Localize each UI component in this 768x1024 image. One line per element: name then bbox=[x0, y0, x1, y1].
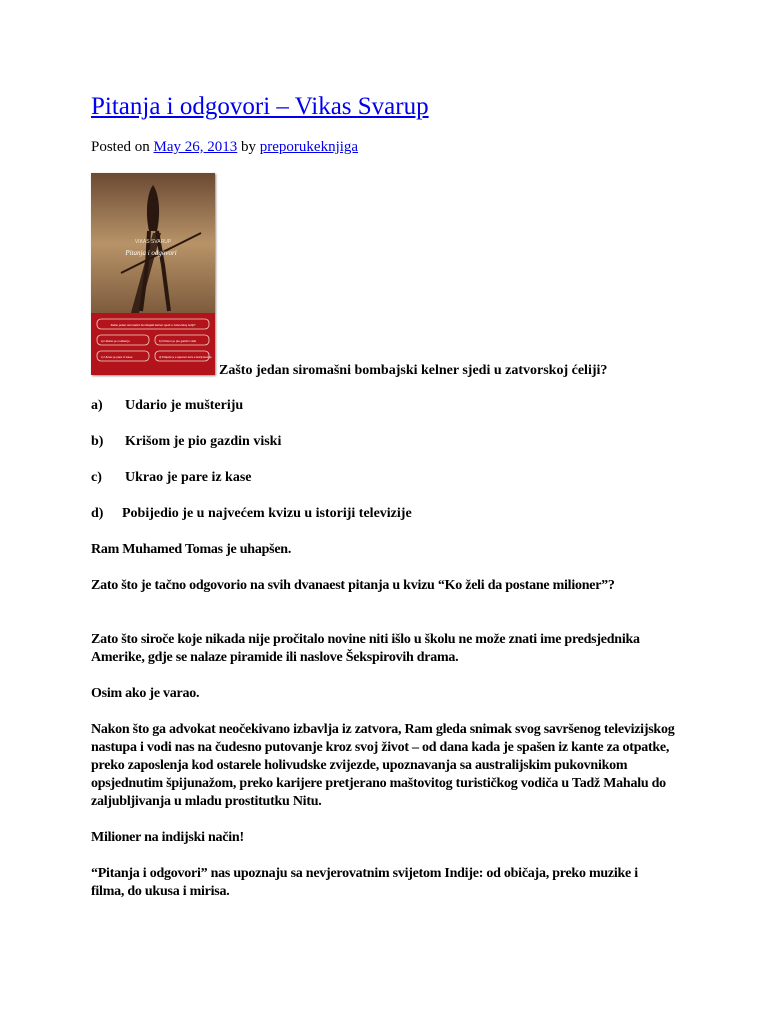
option-text: Pobijedio je u najvećem kvizu u istoriji televizije bbox=[122, 506, 412, 521]
cover-question-text: Zašto jedan siromašni bombajski kelner sjedi u zatvorskoj ćeliji? bbox=[110, 323, 196, 327]
option-key: b) bbox=[91, 434, 104, 449]
body-paragraph: Zato što siroče koje nikada nije pročitalo novine niti išlo u školu ne može znati ime predsjednika Amerike, gdje se nalaze piramide ili naslove Šekspirovih drama. bbox=[91, 632, 640, 665]
author-link[interactable]: preporukeknjiga bbox=[259, 139, 359, 155]
cover-author-text: VIKAS SVARUP bbox=[134, 239, 172, 245]
cover-caption: Zašto jedan siromašni bombajski kelner sjedi u zatvorskoj ćeliji? bbox=[219, 363, 608, 378]
cover-option-b: b) Krišom je pio gazdin viski bbox=[159, 339, 197, 343]
cover-option-d: d) Pobijedio je u najvećem kvizu u istoriji televizije bbox=[159, 356, 212, 359]
option-a bbox=[91, 398, 243, 414]
option-d bbox=[91, 506, 412, 522]
post-title-link[interactable]: Pitanja i odgovori – Vikas Svarup bbox=[91, 93, 429, 120]
posted-on-label: Posted on bbox=[91, 139, 150, 155]
option-key: a) bbox=[91, 398, 103, 413]
post-date-link[interactable]: May 26, 2013 bbox=[153, 139, 238, 155]
body-paragraph: Osim ako je varao. bbox=[91, 686, 200, 701]
body-paragraph: Zato što je tačno odgovorio na svih dvanaest pitanja u kvizu “Ko želi da postane milioner”? bbox=[91, 578, 615, 593]
by-label: by bbox=[241, 139, 257, 155]
option-text: Krišom je pio gazdin viski bbox=[125, 434, 282, 449]
body-paragraph: Milioner na indijski način! bbox=[91, 830, 244, 845]
option-key: d) bbox=[91, 506, 104, 521]
book-cover-image bbox=[91, 173, 215, 375]
body-paragraph: Ram Muhamed Tomas je uhapšen. bbox=[91, 542, 292, 557]
cover-title-text: Pitanja i odgovori bbox=[125, 249, 177, 257]
body-paragraph: “Pitanja i odgovori” nas upoznaju sa nevjerovatnim svijetom Indije: od običaja, preko muzike i filma, do ukusa i mirisa. bbox=[91, 866, 638, 899]
cover-option-a: a) Udario je mušteriju bbox=[101, 339, 130, 343]
option-b bbox=[91, 434, 281, 450]
cover-option-c: c) Ukrao je pare iz kase bbox=[101, 355, 133, 359]
post-title bbox=[91, 92, 429, 122]
option-c bbox=[91, 470, 252, 486]
option-text: Ukrao je pare iz kase bbox=[125, 470, 252, 485]
option-key: c) bbox=[91, 470, 102, 485]
body-paragraph: Nakon što ga advokat neočekivano izbavlja iz zatvora, Ram gleda snimak svog savršenog televizijskog nastupa i vodi nas na čudesno putovanje kroz svoj život – od dana kada je spašen iz kante za otpatke, preko zaposlenja kod ostarele holivudske zvijezde, upoznavanja sa australijskim pukovnikom opsjednutim špijunažom, preko karijere pretjerano maštovitog turističkog vodiča u Tadž Mahalu do zaljubljivanja u mladu prostitutku Nitu. bbox=[91, 722, 675, 809]
post-meta bbox=[91, 137, 358, 157]
option-text: Udario je mušteriju bbox=[125, 398, 244, 413]
